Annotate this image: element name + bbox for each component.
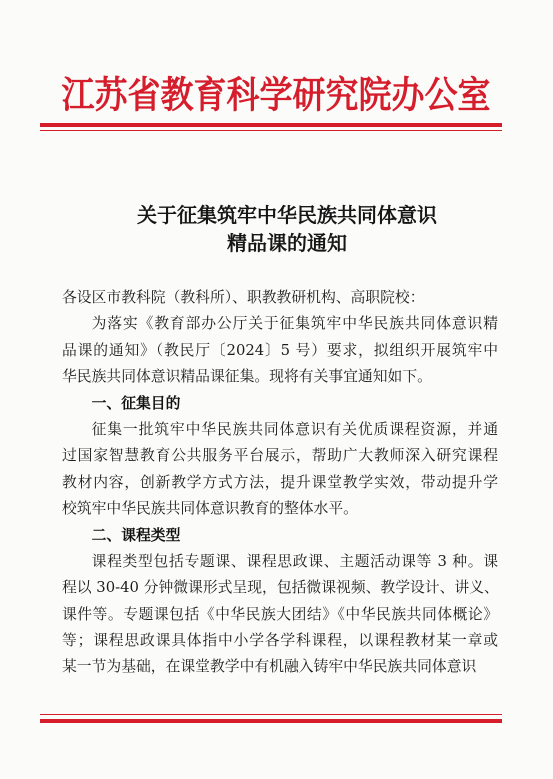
section-heading: 一、征集目的 [91,394,181,412]
salutation: 各设区市教科院（教科所）、职教教研机构、高职院校： [62,289,425,306]
body-line: 等；课程思政课具体指中小学各学科课程，以课程教材某一章或 [62,632,498,650]
footer-rule-thin [40,714,502,715]
intro-line: 品课的通知》（教民厅〔2024〕5 号）要求，拟组织开展筑牢中 [62,341,498,359]
body-line: 课程类型包括专题课、课程思政课、主题活动课等 3 种。课 [91,552,498,570]
body-line: 教材内容，创新教学方式方法，提升课堂教学实效，带动提升学 [62,473,498,491]
notice-body [62,285,498,681]
body-line: 课件等。专题课包括《中华民族大团结》《中华民族共同体概论》 [62,605,498,623]
intro-line: 华民族共同体意识精品课征集。现将有关事宜通知如下。 [62,368,432,386]
title-line-1: 关于征集筑牢中华民族共同体意识 [137,203,437,227]
body-line: 校筑牢中华民族共同体意识教育的整体水平。 [62,500,358,518]
body-line: 征集一批筑牢中华民族共同体意识有关优质课程资源，并通 [91,420,498,438]
section-heading: 二、课程类型 [91,526,181,544]
body-line: 过国家智慧教育公共服务平台展示，帮助广大教师深入研究课程 [62,447,498,465]
title-line-2: 精品课的通知 [227,231,347,255]
header-rule-thick [40,123,502,127]
intro-line: 为落实《教育部办公厅关于征集筑牢中华民族共同体意识精 [91,315,498,333]
org-header: 江苏省教育科学研究院办公室 [61,72,491,117]
footer-rule-thick [40,719,502,723]
header-rule-thin [40,130,502,131]
body-line: 程以 30-40 分钟微课形式呈现，包括微课视频、教学设计、讲义、 [62,579,499,597]
notice-title [62,201,512,257]
body-line: 某一节为基础，在课堂教学中有机融入铸牢中华民族共同体意识 [62,658,477,676]
